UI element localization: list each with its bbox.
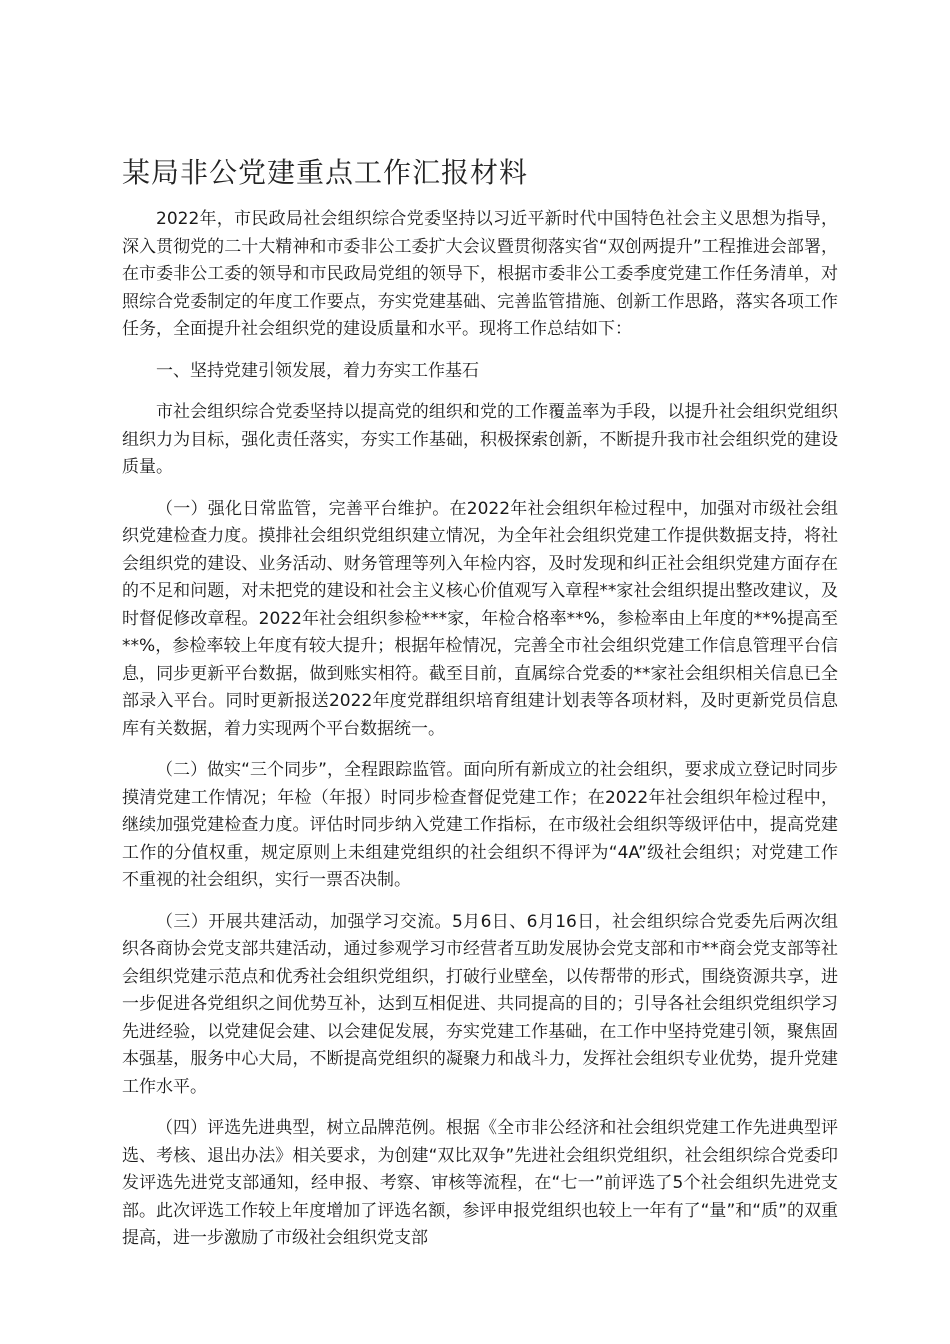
paragraph-item-4 (122, 1115, 838, 1253)
paragraph-text: 面向所有新成立的社会组织，要求成立登记时同步摸清党建工作情况；年检（年报）时同步检查督促党建工作；在2022年社会组织年检过程中，继续加强党建检查力度。评估时同步纳入党建工作指标，在市级社会组织等级评估中，提高党建工作的分值权重，规定原则上未组建党组织的社会组织不得评为“4A”级社会组织；对党建工作不重视的社会组织，实行一票否决制。 (122, 760, 839, 890)
paragraph-text: 5月6日、6月16日，社会组织综合党委先后两次组织各商协会党支部共建活动，通过参观学习市经营者互助发展协会党支部和市**商会党支部等社会组织党建示范点和优秀社会组织党组织，打破行业壁垒，以传帮带的形式，围绕资源共享，进一步促进各党组织之间优势互补，达到互相促进、共同提高的目的；引导各社会组织党组织学习先进经验，以党建促会建、以会建促发展，夯实党建工作基础，在工作中坚持党建引领，聚焦固本强基，服务中心大局，不断提高党组织的凝聚力和战斗力，发挥社会组织专业优势，提升党建工作水平。 (122, 911, 838, 1097)
section-heading-1 (122, 358, 838, 386)
paragraph-item-2 (122, 757, 838, 895)
paragraph-lead: （四）评选先进典型，树立品牌范例。 (156, 1118, 446, 1138)
paragraph-lead: （二）做实“三个同步”，全程跟踪监管。 (156, 760, 464, 780)
paragraph-intro (122, 206, 838, 344)
paragraph-lead: （一）强化日常监管，完善平台维护。 (156, 498, 450, 519)
paragraph-section-1-summary (122, 399, 838, 482)
paragraph-item-3 (122, 909, 838, 1102)
paragraph-text: 一、坚持党建引领发展，着力夯实工作基石 (156, 360, 479, 381)
paragraph-text: 在2022年社会组织年检过程中，加强对市级社会组织党建检查力度。摸排社会组织党组织建立情况，为全年社会组织党建工作提供数据支持，将社会组织党的建设、业务活动、财务管理等列入年检内容，及时发现和纠正社会组织党建方面存在的不足和问题，对未把党的建设和社会主义核心价值观写入章程**家社会组织提出整改建议，及时督促修改章程。2022年社会组织参检***家，年检合格率**%，参检率由上年度的**%提高至**%，参检率较上年度有较大提升；根据年检情况，完善全市社会组织党建工作信息管理平台信息，同步更新平台数据，做到账实相符。截至目前，直属综合党委的**家社会组织相关信息已全部录入平台。同时更新报送2022年度党群组织培育组建计划表等各项材料，及时更新党员信息库有关数据，着力实现两个平台数据统一。 (122, 498, 839, 739)
paragraph-text: 2022年，市民政局社会组织综合党委坚持以习近平新时代中国特色社会主义思想为指导，深入贯彻党的二十大精神和市委非公工委扩大会议暨贯彻落实省“双创两提升”工程推进会部署，在市委非公工委的领导和市民政局党组的领导下，根据市委非公工委季度党建工作任务清单，对照综合党委制定的年度工作要点，夯实党建基础、完善监管措施、创新工作思路，落实各项工作任务，全面提升社会组织党的建设质量和水平。现将工作总结如下： (122, 209, 838, 339)
paragraph-text: 根据《全市非公经济和社会组织党建工作先进典型评选、考核、退出办法》相关要求，为创建“双比双争”先进社会组织党组织，社会组织综合党委印发评选先进党支部通知，经申报、考察、审核等流程，在“七一”前评选了5个社会组织先进党支部。此次评选工作较上年度增加了评选名额，参评申报党组织也较上一年有了“量”和“质”的双重提高，进一步激励了市级社会组织党支部 (122, 1118, 839, 1248)
paragraph-lead: （三）开展共建活动，加强学习交流。 (156, 911, 452, 932)
document-body (122, 206, 838, 1267)
paragraph-text: 市社会组织综合党委坚持以提高党的组织和党的工作覆盖率为手段，以提升社会组织党组织组织力为目标，强化责任落实，夯实工作基础，积极探索创新，不断提升我市社会组织党的建设质量。 (122, 402, 838, 477)
document-title: 某局非公党建重点工作汇报材料 (122, 156, 529, 189)
paragraph-item-1 (122, 496, 838, 744)
